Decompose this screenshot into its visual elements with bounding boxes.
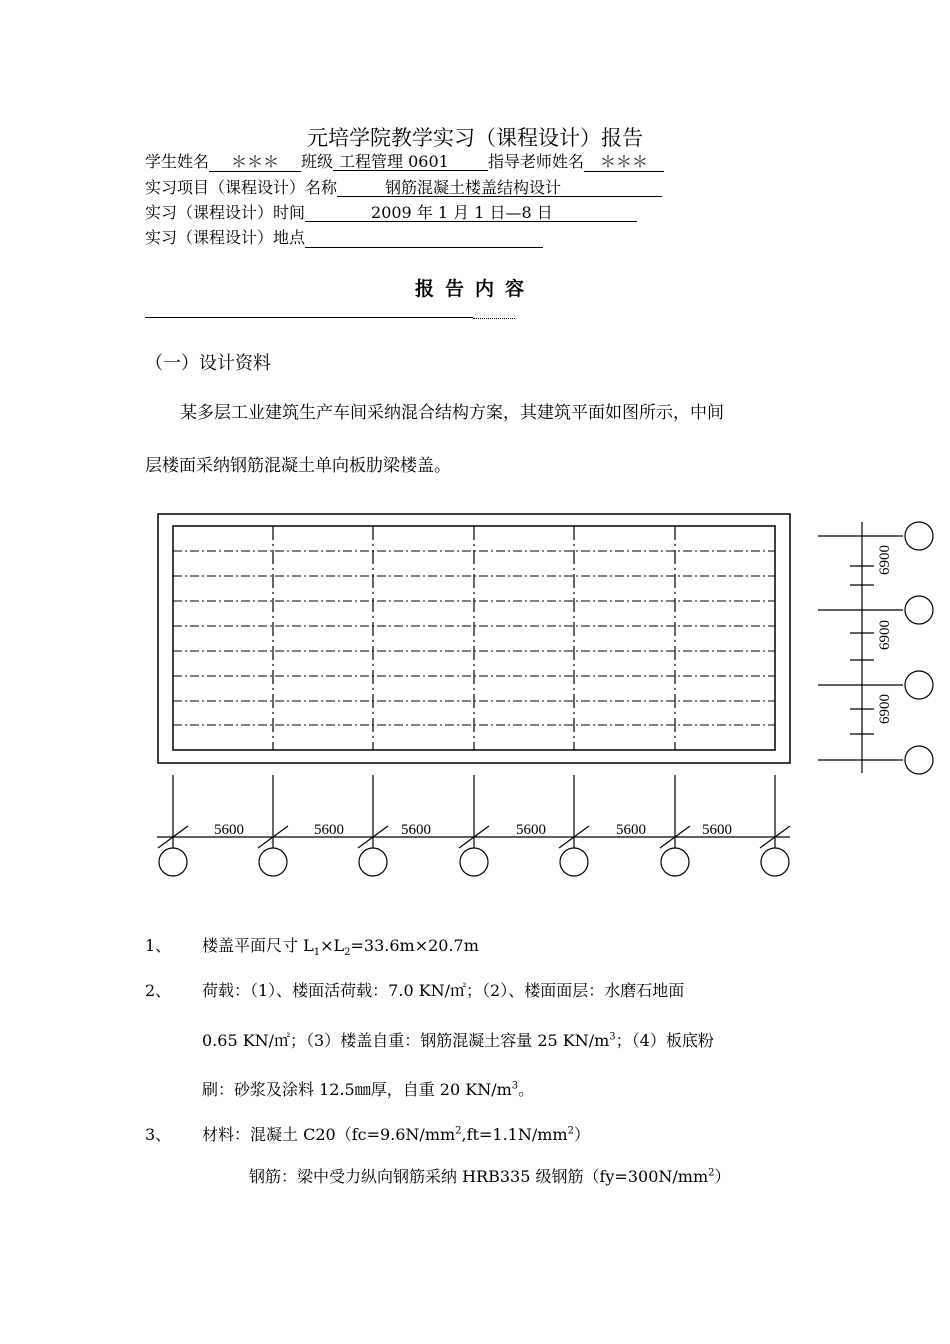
bottom-dimension-labels: [214, 822, 732, 838]
bottom-dim-1: 5600: [214, 822, 244, 838]
bottom-axis-bubble-2: [259, 848, 287, 876]
item-2-line-2: 0.65 KN/㎡；（3）楼盖自重：钢筋混凝土容量 25 $KN/m^3$；（4）板底粉: [202, 1031, 714, 1050]
bottom-axis-bubble-6: [661, 848, 689, 876]
project-label: 实习项目（课程设计）名称: [145, 178, 338, 197]
report-heading: 报告内容: [414, 278, 535, 300]
item-3-number: 3、: [145, 1125, 172, 1144]
bottom-axis-bubble-3: [359, 848, 387, 876]
bottom-dim-2: 5600: [314, 822, 344, 838]
intro-line-1: 某多层工业建筑生产车间采纳混合结构方案，其建筑平面如图所示，中间: [180, 403, 724, 423]
right-axis-bubble-1: [905, 522, 933, 550]
time-label: 实习（课程设计）时间: [145, 203, 306, 222]
right-axis-bubble-3: [905, 671, 933, 699]
bottom-dim-3: 5600: [401, 822, 431, 838]
bottom-dim-6: 5600: [702, 822, 732, 838]
student-label: 学生姓名: [145, 152, 210, 171]
item-1-number: 1、: [145, 936, 172, 955]
item-2-line-1: 荷载：（1）、楼面活荷载：7.0 KN/㎡；（2）、楼面面层：水磨石地面: [202, 981, 685, 1000]
place-label: 实习（课程设计）地点: [145, 228, 306, 247]
student-value: ＊＊＊: [209, 152, 301, 172]
intro-line-2: 层楼面采纳钢筋混凝土单向板肋梁楼盖。: [145, 456, 451, 476]
right-dim-2: 6900: [877, 620, 893, 650]
right-dim-3: 6900: [877, 694, 893, 724]
time-value: 2009 年 1 月 1 日—8 日: [305, 203, 637, 222]
right-axis-system: [818, 522, 933, 774]
item-3-line-1: 材料：混凝土 $C20(fc=9.6N/mm^2,ft=1.1N/mm^2)$: [202, 1125, 590, 1144]
item-1-text: 楼盖平面尺寸 $L_1\times L_2=33.6m\times 20.7m$: [202, 936, 479, 959]
right-axis-bubble-4: [905, 746, 933, 774]
bottom-axis-bubble-1: [159, 848, 187, 876]
bottom-dim-5: 5600: [616, 822, 646, 838]
class-value: 工程管理 0601: [333, 152, 488, 171]
item-2-number: 2、: [145, 981, 172, 1000]
section-heading: （一）设计资料: [145, 353, 271, 374]
bottom-axis-bubble-7: [761, 848, 789, 876]
class-label: 班级: [301, 152, 334, 171]
item-2-line-3: 刷：砂浆及涂料 12.5㎜厚，自重 20 $KN/m^3$。: [202, 1080, 535, 1099]
right-dim-1: 6900: [877, 545, 893, 575]
project-value: 钢筋混凝土楼盖结构设计: [337, 178, 662, 197]
report-title: 元培学院教学实习（课程设计）报告: [307, 126, 643, 150]
bottom-axis-system: [157, 775, 790, 876]
item-3-line-2: 钢筋：梁中受力纵向钢筋采纳 HRB335 级钢筋$(fy=300N/mm^2)$: [249, 1167, 731, 1186]
bottom-axis-bubble-4: [460, 848, 488, 876]
right-axis-bubble-2: [905, 596, 933, 624]
main-girders: [273, 526, 675, 750]
bottom-dim-4: 5600: [516, 822, 546, 838]
right-dimension-labels: [877, 545, 893, 724]
teacher-label: 指导老师姓名: [488, 152, 585, 171]
bottom-axis-bubble-5: [560, 848, 588, 876]
teacher-value: ＊＊＊: [584, 152, 664, 172]
